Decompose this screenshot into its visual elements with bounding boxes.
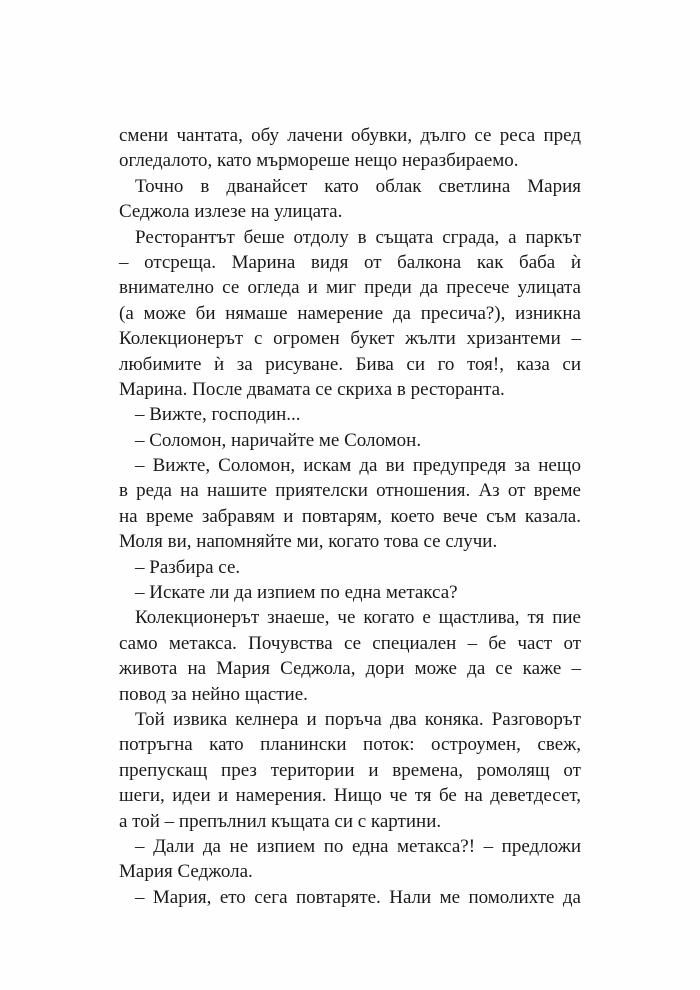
text-line: само метакса. Почувства се специален – бе част от bbox=[119, 632, 581, 654]
text-line: – Вижте, Соломон, искам да ви предупредя за нещо bbox=[135, 455, 581, 477]
text-line: Колекционерът знаеше, че когато е щастлива, тя пие bbox=[135, 607, 581, 629]
text-line: повод за нейно щастие. bbox=[119, 683, 308, 705]
text-line: потръгна като планински поток: остроумен, свеж, bbox=[119, 734, 581, 756]
text-line: в реда на нашите приятелски отношения. Аз от време bbox=[119, 480, 581, 502]
text-line: – отсреща. Марина видя от балкона как баба ѝ bbox=[119, 251, 581, 273]
text-line: Марина. После двамата се скриха в ресторанта. bbox=[119, 378, 505, 400]
text-line: любимите ѝ за рисуване. Бива си го тоя!, каза си bbox=[119, 353, 581, 375]
text-line: Той извика келнера и поръча два коняка. Разговорът bbox=[135, 708, 581, 730]
text-line: Моля ви, напомняйте ми, когато това се случи. bbox=[119, 531, 498, 553]
text-line: на време забравям и повтарям, което вече съм казала. bbox=[119, 505, 581, 527]
text-line: – Искате ли да изпием по една метакса? bbox=[135, 582, 458, 604]
text-line: (а може би нямаше намерение да пресича?), изникна bbox=[119, 302, 581, 324]
text-line: – Дали да не изпием по една метакса?! – предложи bbox=[135, 835, 581, 857]
text-line: огледалото, като мърмореше нещо неразбираемо. bbox=[119, 150, 519, 172]
text-line: внимателно се огледа и миг преди да пресече улицата bbox=[119, 277, 581, 299]
text-line: а той – препълнил къщата си с картини. bbox=[119, 810, 442, 832]
text-line: – Мария, ето сега повтаряте. Нали ме помолихте да bbox=[135, 886, 581, 908]
text-line: смени чантата, обу лачени обувки, дълго се реса пред bbox=[119, 125, 581, 146]
text-line: – Вижте, господин... bbox=[135, 404, 301, 426]
text-line: шеги, идеи и намерения. Нищо че тя бе на деветдесет, bbox=[119, 785, 581, 807]
text-line: Мария Седжола. bbox=[119, 861, 253, 883]
text-line: Ресторантът беше отдолу в същата сграда, а паркът bbox=[135, 226, 581, 248]
text-line: Точно в дванайсет като облак светлина Мария bbox=[135, 175, 581, 197]
text-line: препускащ през територии и времена, ромолящ от bbox=[119, 759, 581, 781]
text-line: Колекционерът с огромен букет жълти хризантеми – bbox=[119, 328, 581, 350]
text-line: живота на Мария Седжола, дори може да се каже – bbox=[119, 658, 581, 680]
text-line: – Разбира се. bbox=[135, 556, 241, 578]
text-line: – Соломон, наричайте ме Соломон. bbox=[135, 429, 422, 451]
page-body-text bbox=[119, 123, 581, 910]
text-line: Седжола излезе на улицата. bbox=[119, 201, 343, 223]
